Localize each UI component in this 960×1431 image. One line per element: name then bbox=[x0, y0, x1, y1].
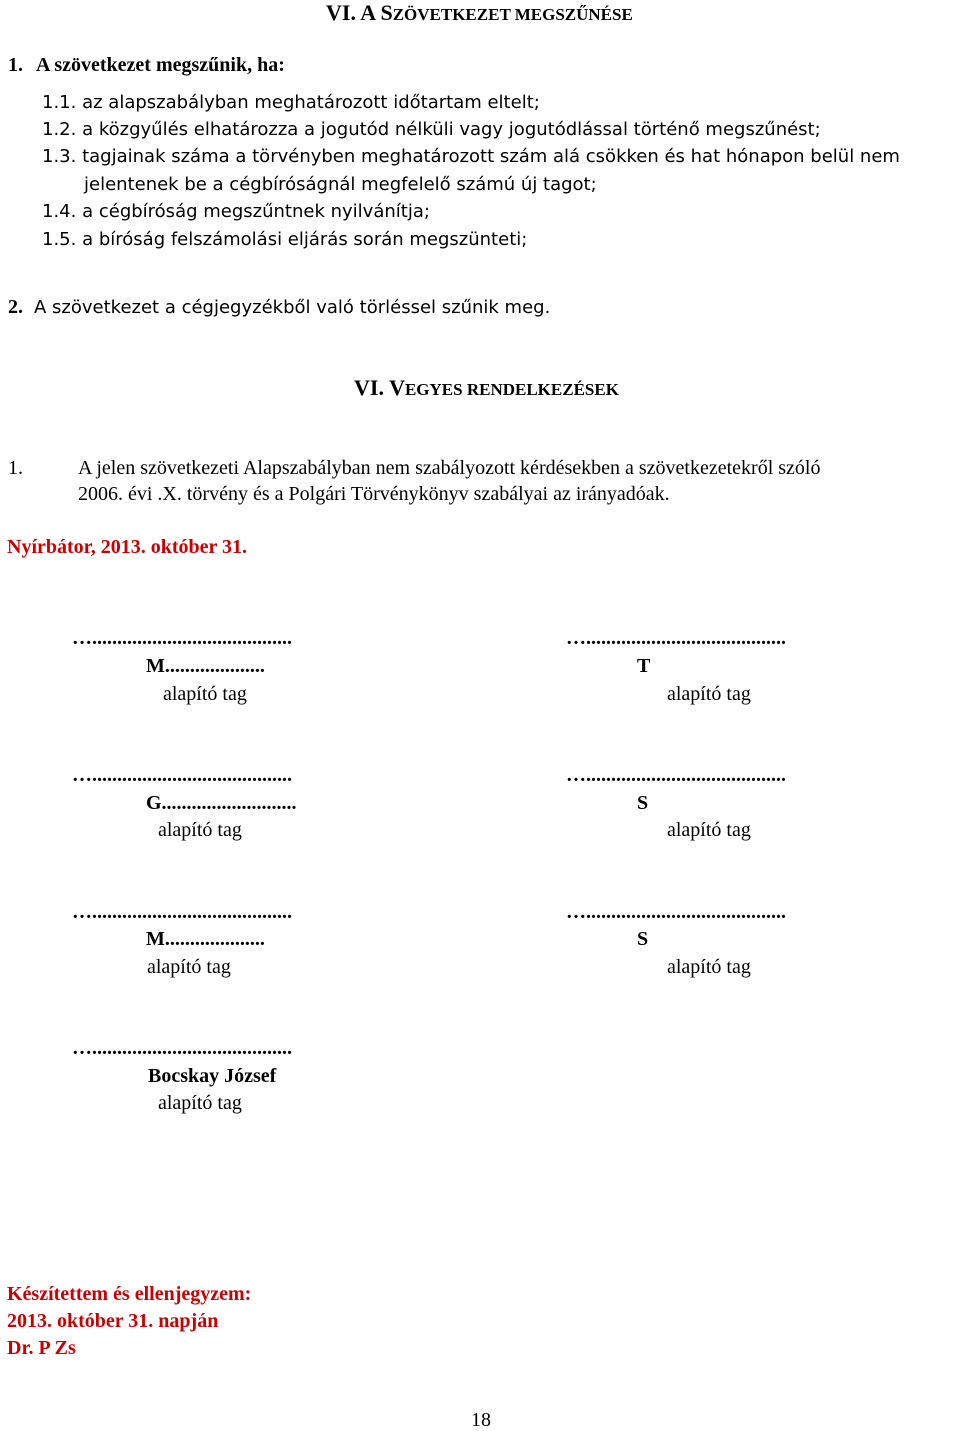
section-title-rest: EGYES RENDELKEZÉSEK bbox=[404, 380, 619, 399]
signature-line: …........................................ bbox=[72, 764, 292, 786]
signature-line: …........................................ bbox=[72, 901, 292, 923]
section-title-s: S bbox=[380, 0, 393, 25]
countersign-line-1: Készítettem és ellenjegyzem: bbox=[7, 1283, 252, 1305]
point-2-text: A szövetkezet a cégjegyzékből való törléssel szűnik meg. bbox=[34, 297, 551, 318]
signature-line: …........................................ bbox=[566, 627, 786, 649]
subitem-number: 1.2. bbox=[42, 119, 77, 140]
signature-line: …........................................ bbox=[566, 901, 786, 923]
section-heading-dissolution bbox=[326, 2, 633, 24]
signature-line: …........................................ bbox=[72, 1037, 292, 1059]
signatory-role: alapító tag bbox=[158, 819, 242, 841]
subitem-text: az alapszabályban meghatározott időtartam eltelt; bbox=[82, 92, 540, 113]
signatory-role: alapító tag bbox=[158, 1092, 242, 1114]
misc-point-1-line1: A jelen szövetkezeti Alapszabályban nem szabályozott kérdésekben a szövetkezetekről szóló bbox=[78, 457, 821, 479]
signature-line: …........................................ bbox=[566, 764, 786, 786]
signatory-name: G........................... bbox=[146, 792, 297, 814]
signatory-name: Bocskay József bbox=[148, 1065, 277, 1087]
section-title-first: V bbox=[389, 375, 405, 400]
section-roman: VI. bbox=[326, 0, 356, 25]
section-title-first: A bbox=[360, 0, 375, 25]
signatory-name: M.................... bbox=[146, 655, 265, 677]
signatory-role: alapító tag bbox=[667, 956, 751, 978]
point-1-number: 1. bbox=[8, 54, 23, 76]
subitem-1-4 bbox=[42, 203, 430, 221]
point-1 bbox=[8, 55, 285, 75]
signatory-role: alapító tag bbox=[667, 683, 751, 705]
subitem-1-5 bbox=[42, 231, 527, 249]
subitem-number: 1.3. bbox=[42, 146, 77, 167]
countersign-line-3: Dr. P Zs bbox=[7, 1337, 76, 1359]
subitem-text: a cégbíróság megszűntnek nyilvánítja; bbox=[82, 201, 430, 222]
subitem-text-continued: jelentenek be a cégbíróságnál megfelelő számú új tagot; bbox=[84, 174, 597, 195]
signatory-name: S bbox=[637, 928, 649, 950]
signatory-role: alapító tag bbox=[163, 683, 247, 705]
point-2-number: 2. bbox=[8, 296, 23, 318]
misc-point-1-number: 1. bbox=[8, 457, 23, 479]
point-1-text: A szövetkezet megszűnik, ha: bbox=[36, 54, 285, 76]
subitem-number: 1.1. bbox=[42, 92, 77, 113]
subitem-text: a közgyűlés elhatározza a jogutód nélküli vagy jogutódlással történő megszűnést; bbox=[82, 119, 821, 140]
signatory-name: M.................... bbox=[146, 928, 265, 950]
subitem-1-2 bbox=[42, 121, 821, 139]
signatory-role: alapító tag bbox=[667, 819, 751, 841]
subitem-text: a bíróság felszámolási eljárás során megszünteti; bbox=[82, 229, 528, 250]
signatory-name: S bbox=[637, 792, 649, 814]
page-number: 18 bbox=[471, 1409, 491, 1431]
subitem-1-3 bbox=[42, 148, 900, 166]
point-2 bbox=[8, 297, 550, 317]
signature-line: …........................................ bbox=[72, 627, 292, 649]
subitem-number: 1.4. bbox=[42, 201, 77, 222]
countersign-line-2: 2013. október 31. napján bbox=[7, 1310, 219, 1332]
subitem-1-3-continued bbox=[84, 176, 597, 194]
subitem-1-1 bbox=[42, 94, 540, 112]
place-date: Nyírbátor, 2013. október 31. bbox=[7, 536, 247, 558]
section-roman: VI. bbox=[354, 375, 384, 400]
section-title-rest: ZÖVETKEZET MEGSZŰNÉSE bbox=[392, 5, 633, 24]
subitem-number: 1.5. bbox=[42, 229, 77, 250]
misc-point-1-line2: 2006. évi .X. törvény és a Polgári Törvénykönyv szabályai az irányadóak. bbox=[78, 483, 670, 505]
signatory-role: alapító tag bbox=[147, 956, 231, 978]
section-heading-misc bbox=[354, 377, 619, 399]
subitem-text: tagjainak száma a törvényben meghatározott szám alá csökken és hat hónapon belül nem bbox=[82, 146, 900, 167]
signatory-name: T bbox=[637, 655, 651, 677]
